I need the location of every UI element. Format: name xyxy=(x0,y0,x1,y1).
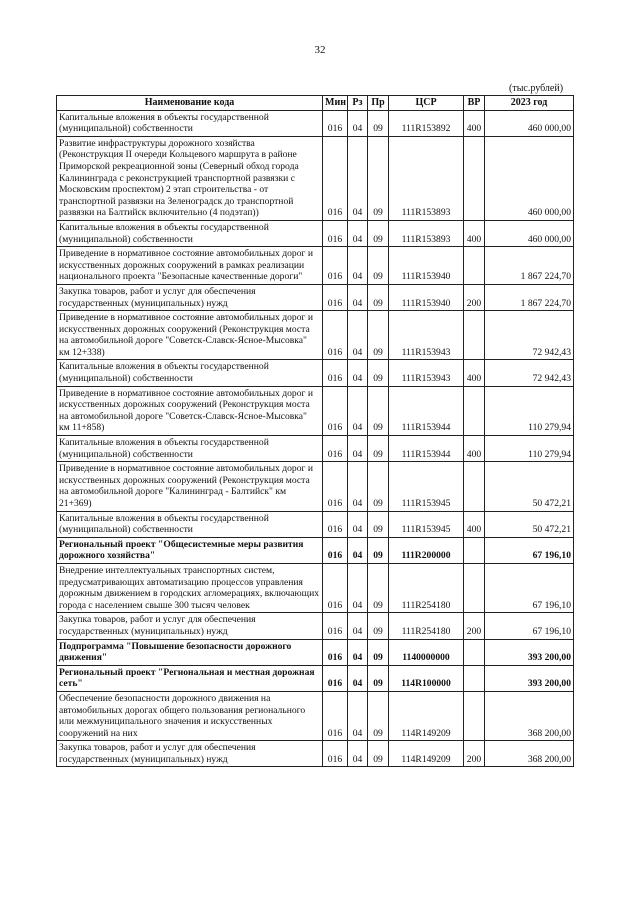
units-label: (тыс.рублей) xyxy=(509,83,564,94)
cell-csr: 114R149209 xyxy=(389,741,464,767)
cell-pr: 09 xyxy=(368,665,389,691)
cell-amount: 1 867 224,70 xyxy=(485,247,574,285)
cell-rz: 04 xyxy=(348,511,368,537)
cell-rz: 04 xyxy=(348,360,368,386)
table-row xyxy=(57,511,574,537)
cell-rz: 04 xyxy=(348,311,368,360)
cell-amount: 368 200,00 xyxy=(485,691,574,740)
cell-name: Приведение в нормативное состояние автомобильных дорог и искусственных дорожных сооружений (Реконструкция моста на автомобильной дороге "Калининград - Балтийск" км 21+369) xyxy=(57,462,323,511)
cell-vr: 200 xyxy=(464,741,485,767)
cell-vr xyxy=(464,136,485,220)
cell-min: 016 xyxy=(323,639,348,665)
cell-min: 016 xyxy=(323,110,348,136)
cell-csr: 111R153944 xyxy=(389,386,464,435)
cell-pr: 09 xyxy=(368,613,389,639)
cell-rz: 04 xyxy=(348,247,368,285)
cell-rz: 04 xyxy=(348,537,368,563)
table-row xyxy=(57,691,574,740)
cell-pr: 09 xyxy=(368,563,389,612)
cell-amount: 460 000,00 xyxy=(485,110,574,136)
cell-min: 016 xyxy=(323,665,348,691)
cell-amount: 1 867 224,70 xyxy=(485,284,574,310)
cell-pr: 09 xyxy=(368,639,389,665)
cell-rz: 04 xyxy=(348,639,368,665)
cell-vr xyxy=(464,462,485,511)
cell-name: Обеспечение безопасности дорожного движения на автомобильных дорогах общего пользования регионального или межмуниципального значения и искусственных сооружений на них xyxy=(57,691,323,740)
cell-vr: 400 xyxy=(464,360,485,386)
cell-min: 016 xyxy=(323,436,348,462)
cell-min: 016 xyxy=(323,360,348,386)
cell-csr: 111R153893 xyxy=(389,136,464,220)
cell-rz: 04 xyxy=(348,110,368,136)
cell-pr: 09 xyxy=(368,436,389,462)
cell-min: 016 xyxy=(323,462,348,511)
cell-min: 016 xyxy=(323,511,348,537)
cell-rz: 04 xyxy=(348,462,368,511)
cell-vr xyxy=(464,537,485,563)
cell-pr: 09 xyxy=(368,537,389,563)
cell-pr: 09 xyxy=(368,691,389,740)
cell-csr: 111R153892 xyxy=(389,110,464,136)
cell-amount: 72 942,43 xyxy=(485,360,574,386)
cell-csr: 114R100000 xyxy=(389,665,464,691)
table-row xyxy=(57,613,574,639)
header-rz: Рз xyxy=(348,96,368,111)
cell-amount: 50 472,21 xyxy=(485,511,574,537)
cell-csr: 1140000000 xyxy=(389,639,464,665)
cell-rz: 04 xyxy=(348,665,368,691)
cell-csr: 111R254180 xyxy=(389,613,464,639)
cell-min: 016 xyxy=(323,220,348,246)
cell-rz: 04 xyxy=(348,220,368,246)
cell-vr: 400 xyxy=(464,511,485,537)
cell-rz: 04 xyxy=(348,386,368,435)
cell-name: Капитальные вложения в объекты государственной (муниципальной) собственности xyxy=(57,511,323,537)
cell-amount: 110 279,94 xyxy=(485,436,574,462)
cell-vr xyxy=(464,665,485,691)
table-row xyxy=(57,220,574,246)
cell-vr xyxy=(464,311,485,360)
cell-min: 016 xyxy=(323,386,348,435)
cell-csr: 111R153944 xyxy=(389,436,464,462)
cell-min: 016 xyxy=(323,247,348,285)
table-row xyxy=(57,436,574,462)
cell-name: Региональный проект "Региональная и местная дорожная сеть" xyxy=(57,665,323,691)
cell-min: 016 xyxy=(323,741,348,767)
cell-csr: 111R153893 xyxy=(389,220,464,246)
cell-name: Приведение в нормативное состояние автомобильных дорог и искусственных дорожных сооружений (Реконструкция моста на автомобильной дороге "Советск-Славск-Ясное-Мысовка" км 12+338) xyxy=(57,311,323,360)
cell-pr: 09 xyxy=(368,462,389,511)
cell-amount: 393 200,00 xyxy=(485,639,574,665)
cell-amount: 368 200,00 xyxy=(485,741,574,767)
cell-min: 016 xyxy=(323,537,348,563)
cell-min: 016 xyxy=(323,284,348,310)
header-year: 2023 год xyxy=(485,96,574,111)
cell-amount: 393 200,00 xyxy=(485,665,574,691)
cell-csr: 111R153945 xyxy=(389,462,464,511)
cell-vr xyxy=(464,386,485,435)
cell-pr: 09 xyxy=(368,311,389,360)
cell-amount: 50 472,21 xyxy=(485,462,574,511)
cell-name: Подпрограмма "Повышение безопасности дорожного движения" xyxy=(57,639,323,665)
cell-name: Закупка товаров, работ и услуг для обеспечения государственных (муниципальных) нужд xyxy=(57,613,323,639)
table-row xyxy=(57,563,574,612)
header-name: Наименование кода xyxy=(57,96,323,111)
cell-pr: 09 xyxy=(368,511,389,537)
cell-vr xyxy=(464,691,485,740)
cell-csr: 111R153945 xyxy=(389,511,464,537)
cell-min: 016 xyxy=(323,311,348,360)
cell-pr: 09 xyxy=(368,360,389,386)
cell-csr: 111R200000 xyxy=(389,537,464,563)
cell-csr: 111R153940 xyxy=(389,247,464,285)
table-row xyxy=(57,741,574,767)
cell-vr xyxy=(464,639,485,665)
cell-rz: 04 xyxy=(348,563,368,612)
table-row xyxy=(57,386,574,435)
cell-amount: 72 942,43 xyxy=(485,311,574,360)
header-csr: ЦСР xyxy=(389,96,464,111)
cell-vr: 400 xyxy=(464,436,485,462)
cell-name: Закупка товаров, работ и услуг для обеспечения государственных (муниципальных) нужд xyxy=(57,284,323,310)
cell-name: Региональный проект "Общесистемные меры развития дорожного хозяйства" xyxy=(57,537,323,563)
cell-rz: 04 xyxy=(348,613,368,639)
table-row xyxy=(57,665,574,691)
page-number: 32 xyxy=(314,44,326,56)
cell-rz: 04 xyxy=(348,741,368,767)
cell-name: Развитие инфраструктуры дорожного хозяйства (Реконструкция II очереди Кольцевого маршрута в районе Приморской рекреационной зоны (Северный обход города Калининграда с реконструкцией транспортной развязки с Московским проспектом) 2 этап строительства - от транспортной развязки на Зеленоградск до транспортной развязки на Балтийск включительно (4 подэтап)) xyxy=(57,136,323,220)
table-row xyxy=(57,639,574,665)
cell-name: Внедрение интеллектуальных транспортных систем, предусматривающих автоматизацию процессов управления дорожным движением в городских агломерациях, включающих города с населением свыше 300 тысяч человек xyxy=(57,563,323,612)
table-row xyxy=(57,284,574,310)
cell-rz: 04 xyxy=(348,436,368,462)
cell-pr: 09 xyxy=(368,247,389,285)
cell-name: Приведение в нормативное состояние автомобильных дорог и искусственных дорожных сооружений (Реконструкция моста на автомобильной дороге "Советск-Славск-Ясное-Мысовка" км 11+858) xyxy=(57,386,323,435)
cell-amount: 460 000,00 xyxy=(485,220,574,246)
cell-vr: 400 xyxy=(464,220,485,246)
cell-vr xyxy=(464,247,485,285)
table-row xyxy=(57,537,574,563)
table-row xyxy=(57,360,574,386)
cell-amount: 67 196,10 xyxy=(485,563,574,612)
cell-rz: 04 xyxy=(348,284,368,310)
table-row xyxy=(57,247,574,285)
cell-rz: 04 xyxy=(348,136,368,220)
cell-vr: 200 xyxy=(464,613,485,639)
cell-pr: 09 xyxy=(368,220,389,246)
budget-table xyxy=(56,95,574,767)
table-row xyxy=(57,110,574,136)
cell-pr: 09 xyxy=(368,110,389,136)
cell-amount: 460 000,00 xyxy=(485,136,574,220)
cell-pr: 09 xyxy=(368,741,389,767)
cell-name: Капитальные вложения в объекты государственной (муниципальной) собственности xyxy=(57,110,323,136)
cell-name: Капитальные вложения в объекты государственной (муниципальной) собственности xyxy=(57,220,323,246)
cell-name: Капитальные вложения в объекты государственной (муниципальной) собственности xyxy=(57,436,323,462)
cell-vr xyxy=(464,563,485,612)
cell-csr: 111R254180 xyxy=(389,563,464,612)
cell-amount: 67 196,10 xyxy=(485,537,574,563)
table-row xyxy=(57,311,574,360)
cell-vr: 200 xyxy=(464,284,485,310)
table-body xyxy=(57,110,574,767)
cell-min: 016 xyxy=(323,563,348,612)
cell-amount: 67 196,10 xyxy=(485,613,574,639)
table-header-row xyxy=(57,96,574,111)
header-pr: Пр xyxy=(368,96,389,111)
cell-rz: 04 xyxy=(348,691,368,740)
header-min: Мин xyxy=(323,96,348,111)
cell-csr: 111R153943 xyxy=(389,360,464,386)
cell-min: 016 xyxy=(323,136,348,220)
cell-pr: 09 xyxy=(368,386,389,435)
cell-csr: 111R153943 xyxy=(389,311,464,360)
cell-amount: 110 279,94 xyxy=(485,386,574,435)
cell-min: 016 xyxy=(323,613,348,639)
cell-vr: 400 xyxy=(464,110,485,136)
cell-csr: 114R149209 xyxy=(389,691,464,740)
cell-name: Капитальные вложения в объекты государственной (муниципальной) собственности xyxy=(57,360,323,386)
header-vr: ВР xyxy=(464,96,485,111)
cell-csr: 111R153940 xyxy=(389,284,464,310)
cell-min: 016 xyxy=(323,691,348,740)
table-row xyxy=(57,136,574,220)
cell-pr: 09 xyxy=(368,284,389,310)
cell-name: Приведение в нормативное состояние автомобильных дорог и искусственных дорожных сооружений в рамках реализации национального проекта "Безопасные качественные дороги" xyxy=(57,247,323,285)
cell-name: Закупка товаров, работ и услуг для обеспечения государственных (муниципальных) нужд xyxy=(57,741,323,767)
table-row xyxy=(57,462,574,511)
cell-pr: 09 xyxy=(368,136,389,220)
